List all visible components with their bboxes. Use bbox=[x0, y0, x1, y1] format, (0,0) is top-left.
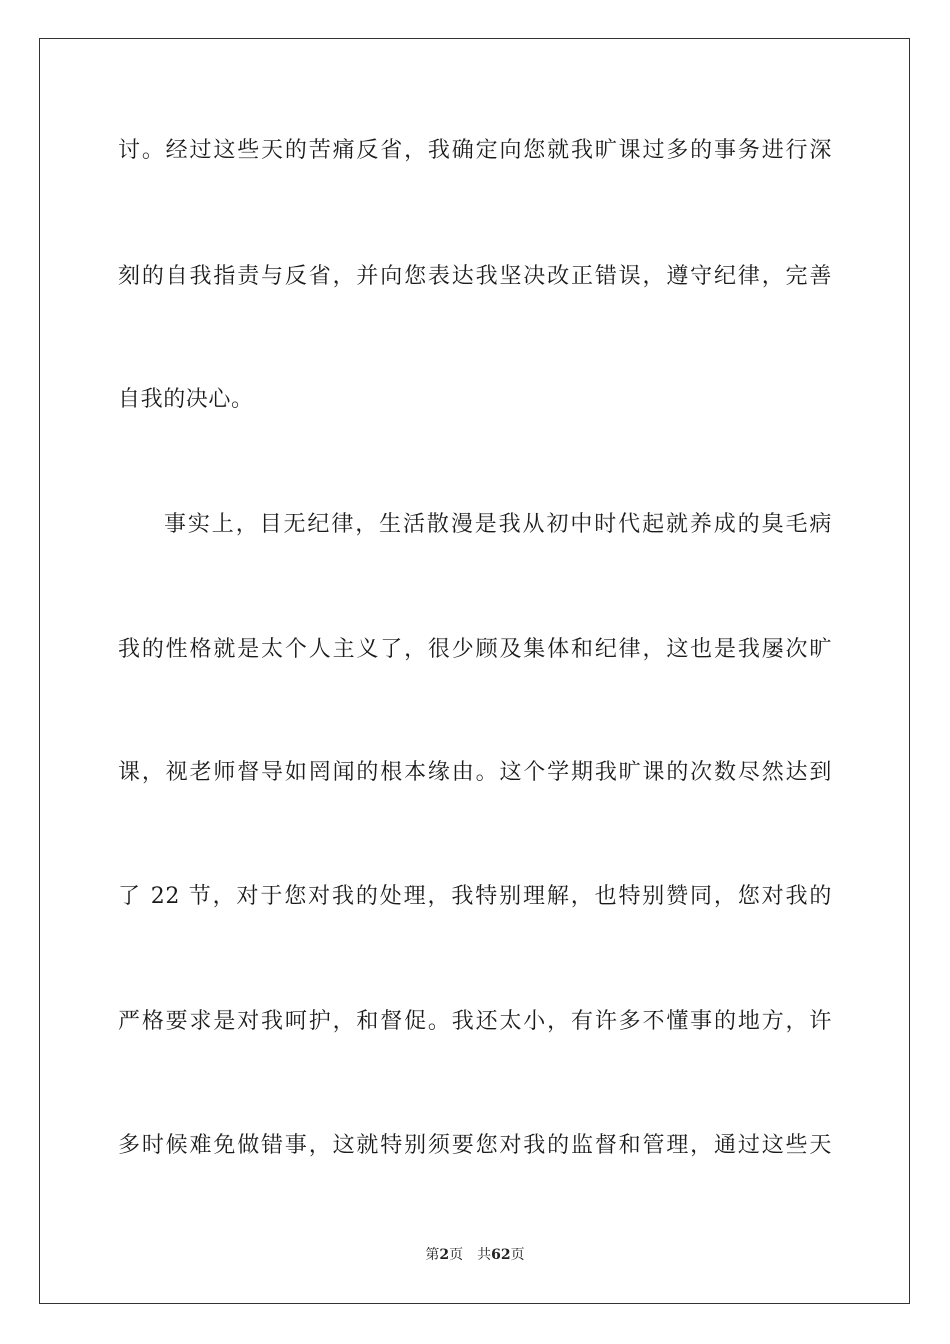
page-footer bbox=[0, 1245, 950, 1265]
text-line-2: 刻的自我指责与反省，并向您表达我坚决改正错误，遵守纪律，完善 bbox=[118, 264, 832, 289]
page-total: 62 bbox=[491, 1247, 511, 1263]
text-line-4: 事实上，目无纪律，生活散漫是我从初中时代起就养成的臭毛病 bbox=[164, 512, 832, 537]
total-prefix: 共 bbox=[477, 1247, 492, 1263]
text-line-1: 讨。经过这些天的苦痛反省，我确定向您就我旷课过多的事务进行深 bbox=[118, 138, 832, 163]
page-prefix: 第 bbox=[425, 1247, 440, 1263]
page-border bbox=[39, 38, 910, 1304]
text-line-8: 严格要求是对我呵护，和督促。我还太小，有许多不懂事的地方，许 bbox=[118, 1009, 832, 1034]
page-current: 2 bbox=[439, 1247, 450, 1263]
page-unit: 页 bbox=[449, 1247, 464, 1263]
total-unit: 页 bbox=[510, 1247, 525, 1263]
text-line-3: 自我的决心。 bbox=[118, 387, 254, 412]
text-line-6: 课，视老师督导如罔闻的根本缘由。这个学期我旷课的次数尽然达到 bbox=[118, 760, 832, 785]
text-line-5: 我的性格就是太个人主义了，很少顾及集体和纪律，这也是我屡次旷 bbox=[118, 637, 832, 662]
text-line-9: 多时候难免做错事，这就特别须要您对我的监督和管理，通过这些天 bbox=[118, 1133, 832, 1158]
text-line-7: 了 22 节，对于您对我的处理，我特别理解，也特别赞同，您对我的 bbox=[118, 884, 832, 909]
